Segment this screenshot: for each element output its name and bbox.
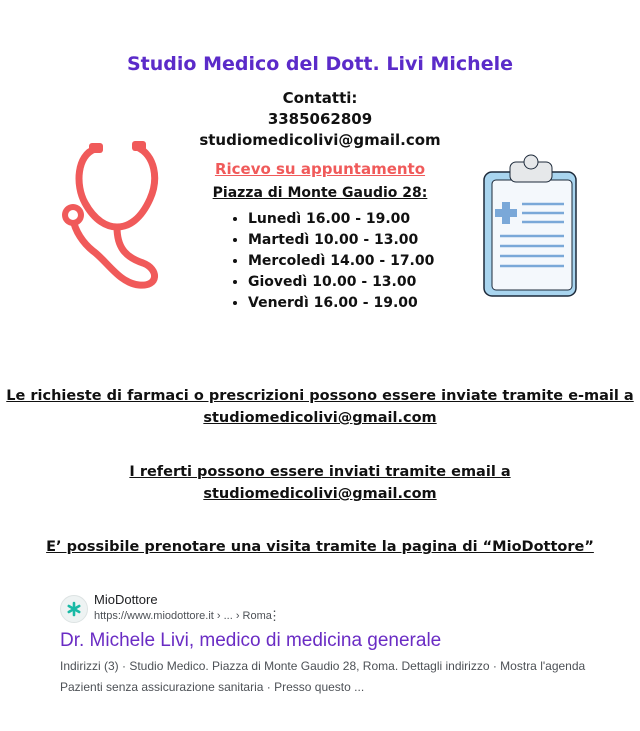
booking-notice: E’ possibile prenotare una visita tramite la pagina di “MioDottore” [46, 539, 594, 555]
result-title-link[interactable]: Dr. Michele Livi, medico di medicina generale [60, 630, 442, 651]
contacts-label: Contatti: [282, 89, 358, 107]
hours-item: • Venerdì 16.00 - 19.00 [248, 293, 434, 314]
prescriptions-notice [0, 385, 640, 429]
more-options-icon[interactable]: ⋮ [268, 608, 281, 623]
prescriptions-email[interactable]: studiomedicolivi@gmail.com [203, 410, 437, 426]
prescriptions-text: Le richieste di farmaci o prescrizioni possono essere inviate tramite e-mail a [6, 388, 634, 404]
miodottore-favicon-icon [60, 595, 88, 623]
snippet-line: Pazienti senza assicurazione sanitaria · Presso questo ... [60, 680, 365, 694]
result-url[interactable]: https://www.miodottore.it › ... › Roma [94, 610, 272, 622]
hours-item: • Martedì 10.00 - 13.00 [248, 230, 434, 251]
stethoscope-icon [55, 135, 170, 290]
reports-notice [0, 461, 640, 505]
office-hours-list [228, 209, 434, 314]
phone-number: 3385062809 [267, 110, 373, 128]
result-site-name[interactable]: MioDottore [94, 592, 158, 607]
snippet-line: Indirizzi (3) · Studio Medico. Piazza di Monte Gaudio 28, Roma. Dettagli indirizzo · Mostra l'agenda [60, 659, 586, 673]
reports-email[interactable]: studiomedicolivi@gmail.com [203, 486, 437, 502]
office-address: Piazza di Monte Gaudio 28: [212, 185, 428, 201]
clipboard-icon [480, 150, 585, 300]
page-title: Studio Medico del Dott. Livi Michele [127, 53, 513, 75]
hours-item: • Giovedì 10.00 - 13.00 [248, 272, 434, 293]
appointment-note: Ricevo su appuntamento [214, 160, 426, 178]
hours-item: • Mercoledì 14.00 - 17.00 [248, 251, 434, 272]
hours-item: • Lunedì 16.00 - 19.00 [248, 209, 434, 230]
result-snippet [60, 656, 585, 698]
email-address: studiomedicolivi@gmail.com [199, 131, 441, 149]
reports-text: I referti possono essere inviati tramite email a [129, 464, 511, 480]
